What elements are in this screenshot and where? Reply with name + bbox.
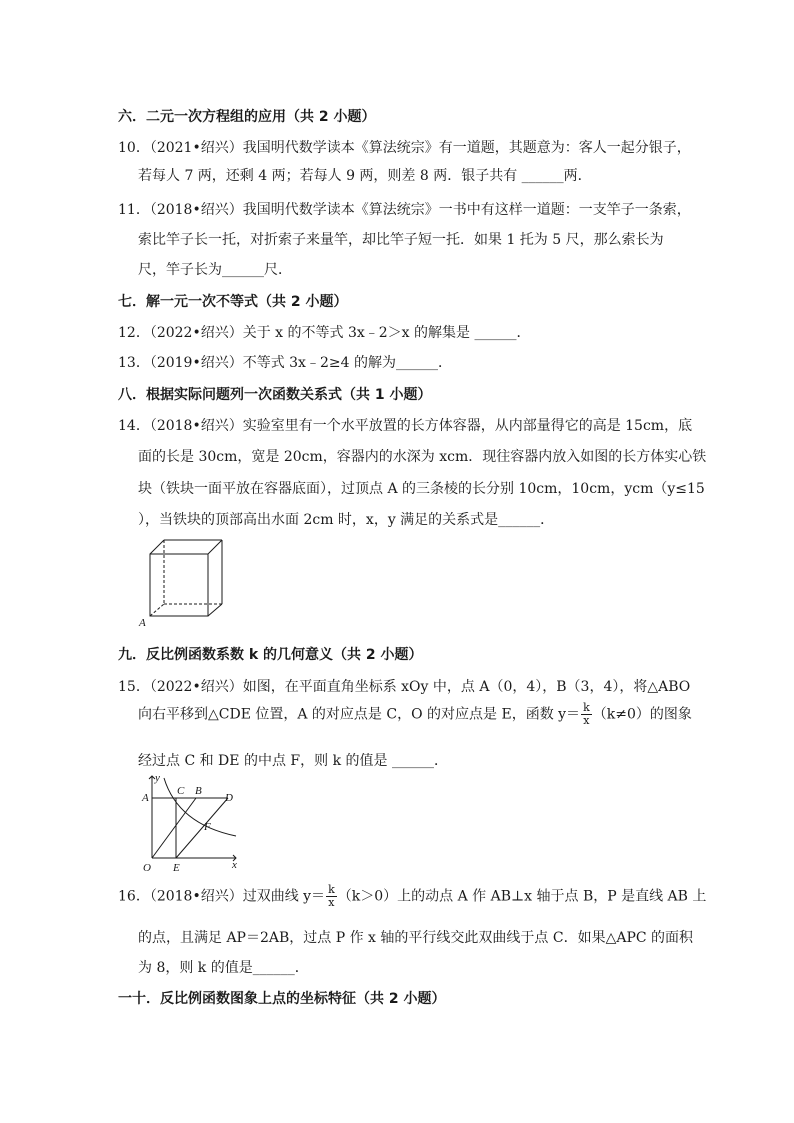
question-15-line-3: 经过点 C 和 DE 的中点 F，则 k 的值是 ______．: [138, 753, 448, 769]
vertex-a-label: A: [139, 617, 146, 629]
question-15-line-2-start: 向右平移到△CDE 位置，A 的对应点是 C，O 的对应点是 E，函数 y＝: [138, 706, 581, 723]
section-8-heading: 八．根据实际问题列一次函数关系式（共 1 小题）: [118, 387, 432, 403]
section-9-heading: 九．反比例函数系数 k 的几何意义（共 2 小题）: [118, 647, 423, 663]
label-c: C: [177, 785, 185, 797]
question-14-line-3: 块（铁块一面平放在容器底面），过顶点 A 的三条棱的长分别 10cm，10cm，ycm（y≤15: [138, 481, 705, 497]
question-13: 13．（2019•绍兴）不等式 3x﹣2≥4 的解为______．: [118, 355, 452, 371]
fraction-k-over-x-2: [326, 884, 337, 909]
label-b: B: [195, 785, 202, 797]
label-e: E: [173, 862, 180, 874]
question-15-line-2: [138, 702, 692, 727]
cuboid-front-face: [150, 554, 208, 616]
fraction-numerator-2: k: [328, 883, 335, 896]
question-16-line-3: 为 8，则 k 的值是______．: [138, 960, 309, 976]
fraction-numerator: k: [583, 701, 590, 714]
section-6-heading: 六．二元一次方程组的应用（共 2 小题）: [118, 109, 376, 125]
question-14-line-4: ），当铁块的顶部高出水面 2cm 时，x，y 满足的关系式是______．: [138, 512, 555, 528]
cuboid-figure: [134, 536, 224, 630]
question-14-line-1: 14．（2018•绍兴）实验室里有一个水平放置的长方体容器，从内部量得它的高是 15cm，底: [118, 418, 693, 434]
fraction-denominator-2: x: [328, 896, 335, 909]
section-10-heading: 一十．反比例函数图象上点的坐标特征（共 2 小题）: [118, 991, 446, 1007]
label-d: D: [225, 792, 233, 804]
question-15-line-2-end: （k≠0）的图象: [592, 706, 692, 723]
question-16-line-1-start: 16．（2018•绍兴）过双曲线 y＝: [118, 888, 326, 905]
question-10-line-1: 10．（2021•绍兴）我国明代数学读本《算法统宗》有一道题，其题意为：客人一起分银子，: [118, 140, 691, 156]
question-10-line-2: 若每人 7 两，还剩 4 两；若每人 9 两，则差 8 两．银子共有 ______两．: [138, 168, 592, 184]
question-11-line-3: 尺，竿子长为______尺．: [138, 262, 292, 278]
section-7-heading: 七．解一元一次不等式（共 2 小题）: [118, 294, 348, 310]
question-16-line-2: 的点，且满足 AP＝2AB，过点 P 作 x 轴的平行线交此双曲线于点 C．如果△APC 的面积: [138, 930, 694, 946]
question-14-line-2: 面的长是 30cm，宽是 20cm，容器内的水深为 xcm．现往容器内放入如图的长方体实心铁: [138, 449, 707, 465]
question-11-line-2: 索比竿子长一托，对折索子来量竿，却比竿子短一托．如果 1 托为 5 尺，那么索长为: [138, 232, 664, 248]
label-a: A: [142, 792, 149, 804]
label-y: y: [155, 772, 160, 784]
question-16-line-1-end: （k＞0）上的动点 A 作 AB⊥x 轴于点 B，P 是直线 AB 上: [337, 888, 707, 905]
fraction-denominator: x: [583, 714, 590, 727]
label-f: F: [204, 821, 211, 833]
fraction-k-over-x: [581, 702, 592, 727]
question-12: 12．（2022•绍兴）关于 x 的不等式 3x﹣2＞x 的解集是 ______．: [118, 325, 531, 341]
question-11-line-1: 11．（2018•绍兴）我国明代数学读本《算法统宗》一书中有这样一道题：一支竿子一条索，: [118, 202, 691, 218]
label-o: O: [143, 862, 151, 874]
coordinate-figure: [138, 772, 242, 878]
question-16-line-1: [118, 884, 706, 909]
question-15-line-1: 15．（2022•绍兴）如图，在平面直角坐标系 xOy 中，点 A（0，4），B（3，4），将△ABO: [118, 679, 691, 695]
label-x: x: [232, 859, 237, 871]
